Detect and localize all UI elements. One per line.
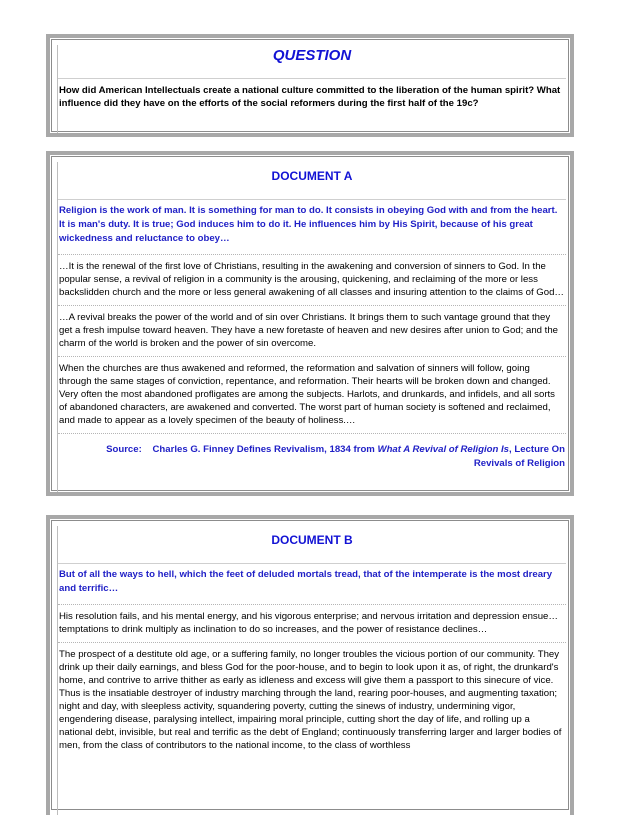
document-a-box [46, 151, 574, 496]
divider [58, 78, 566, 79]
document-b-lead: But of all the ways to hell, which the feet of deluded mortals tread, that of the intemperate is the most dreary and terrific… [59, 569, 553, 594]
question-heading: QUESTION [272, 47, 352, 64]
divider [58, 563, 566, 564]
document-a-paragraph-2: …A revival breaks the power of the world and of sin over Christians. It brings them to such vantage ground that they get a fresh impulse toward heaven. They have a new foretaste of heaven and new desires after union to God; and the charm of the world is broken and the power of sin overcome. [59, 312, 559, 349]
document-a-paragraph-3: When the churches are thus awakened and reformed, the reformation and salvation of sinners will follow, going through the same stages of conviction, repentance, and reformation. Their hearts will be broken down and changed. Very often the most abandoned profligates are among the subjects. Harlots, and drunkards, and infidels, and all sorts of abandoned characters, are awakened and converted. The worst part of human society is softened and reclaimed, and made to appear as a lovely specimen of the beauty of holiness.… [59, 363, 555, 426]
source-title: What A Revival of Religion Is [377, 444, 510, 455]
source-label: Source: [106, 444, 142, 455]
question-text: How did American Intellectuals create a national culture committed to the liberation of the human spirit? What influence did they have on the efforts of the social reformers during the first half of the 19c? [59, 85, 561, 109]
document-a-source [58, 434, 566, 457]
document-a-lead: Religion is the work of man. It is something for man to do. It consists in obeying God with and from the heart. It is man's duty. It is true; God induces him to do it. He influences him by His Spirit, because of his great wickedness and reluctance to obey… [59, 205, 558, 244]
divider [58, 199, 566, 200]
document-a-paragraph-1: …It is the renewal of the first love of Christians, resulting in the awakening and conversion of sinners to God. In the popular sense, a revival of religion in a community is the arousing, quickening, and reclaiming of the more or less backslidden church and the more or less general awakening of all classes and insuring attention to the claims of God… [59, 261, 565, 298]
source-text: Charles G. Finney Defines Revivalism, 1834 from [152, 444, 375, 455]
source-tail: , Lecture On [509, 444, 565, 455]
question-box [46, 34, 574, 137]
document-b-paragraph-1: His resolution fails, and his mental energy, and his vigorous enterprise; and nervous irritation and depression ensue…temptations to drink multiply as inclination to do so increases, and the power of resistance declines… [59, 611, 558, 635]
document-a-source-line-2: Revivals of Religion [473, 458, 565, 469]
document-a-heading: DOCUMENT A [271, 169, 353, 183]
document-b-box [46, 515, 574, 815]
document-b-heading: DOCUMENT B [271, 533, 353, 547]
document-b-paragraph-2: The prospect of a destitute old age, or a suffering family, no longer troubles the vicious portion of our community. They drink up their daily earnings, and bless God for the poor-house, and to begin to look upon it as, of right, the drunkard's home, and contrive to arrive thither as early as idleness and excess will give them a passport to this sinecure of vice. Thus is the insatiable destroyer of industry marching through the land, rearing poor-houses, and augmenting taxation; night and day, with sleepless activity, squandering poverty, cutting the sinews of industry, undermining vigor, engendering disease, paralysing intellect, impairing moral principle, cutting short the day of life, and rolling up a national debt, invisible, but real and terrific as the debt of England; continuously transferring larger and larger bodies of men, from the class of contributors to the national income, to the class of worthless [59, 649, 562, 751]
